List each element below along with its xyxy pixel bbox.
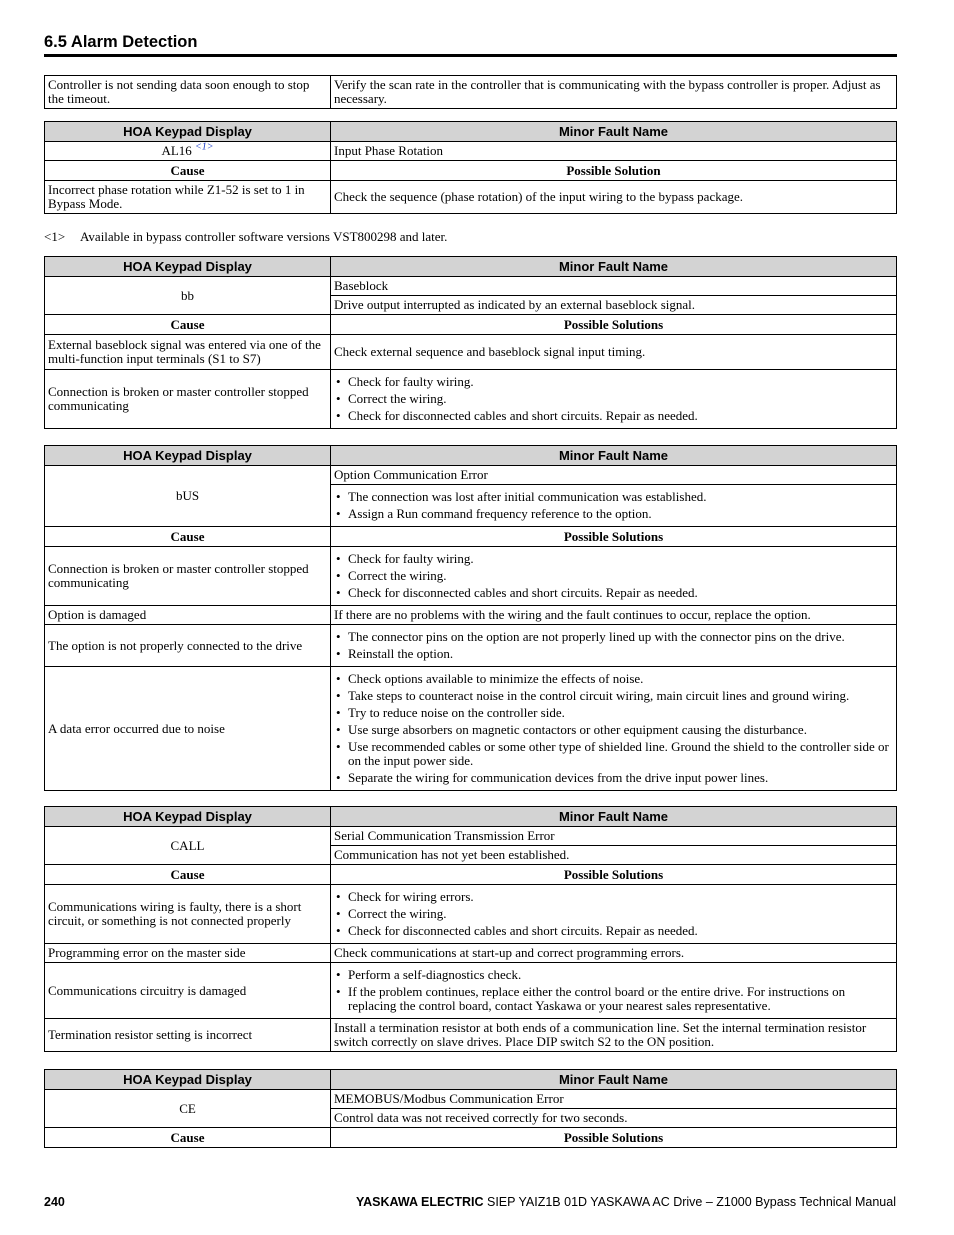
table-row bbox=[45, 1019, 897, 1052]
minor-fault-header: Minor Fault Name bbox=[331, 807, 897, 827]
list-item: • Check options available to minimize the effects of noise. bbox=[334, 672, 893, 686]
hoa-header: HOA Keypad Display bbox=[45, 1070, 331, 1090]
solution-header: Possible Solutions bbox=[331, 865, 897, 885]
footnote-ref-link[interactable]: <1> bbox=[195, 141, 214, 153]
list-item: • Correct the wiring. bbox=[334, 569, 893, 583]
solution-list bbox=[334, 968, 893, 1013]
cause-header: Cause bbox=[45, 161, 331, 181]
cause-cell: Termination resistor setting is incorrect bbox=[45, 1019, 331, 1052]
hoa-header: HOA Keypad Display bbox=[45, 122, 331, 142]
cause-header-row bbox=[45, 527, 897, 547]
cause-cell: External baseblock signal was entered via one of the multi-function input terminals (S1 to S7) bbox=[45, 335, 331, 370]
solution-cell: Install a termination resistor at both ends of a communication line. Set the internal termination resistor switch correctly on slave drives. Place DIP switch S2 to the ON position. bbox=[331, 1019, 897, 1052]
cause-cell: Connection is broken or master controller stopped communicating bbox=[45, 547, 331, 606]
cause-cell: Communications circuitry is damaged bbox=[45, 963, 331, 1019]
list-item: • Assign a Run command frequency reference to the option. bbox=[334, 507, 893, 521]
footer-title: SIEP YAIZ1B 01D YASKAWA AC Drive – Z1000 Bypass Technical Manual bbox=[483, 1195, 896, 1209]
section-title: 6.5 Alarm Detection bbox=[44, 33, 198, 51]
table-bb bbox=[44, 256, 897, 429]
table-ce bbox=[44, 1069, 897, 1148]
table-row bbox=[45, 885, 897, 944]
cause-header-row bbox=[45, 865, 897, 885]
table-row bbox=[45, 181, 897, 214]
list-item: • Check for wiring errors. bbox=[334, 890, 893, 904]
header-row bbox=[45, 257, 897, 277]
solution-cell bbox=[331, 370, 897, 429]
list-item: • Take steps to counteract noise in the control circuit wiring, main circuit lines and ground wiring. bbox=[334, 689, 893, 703]
solution-header: Possible Solutions bbox=[331, 527, 897, 547]
list-item: • Correct the wiring. bbox=[334, 907, 893, 921]
table-row bbox=[45, 466, 897, 485]
list-item: • Use surge absorbers on magnetic contactors or other equipment causing the disturbance. bbox=[334, 723, 893, 737]
table-row bbox=[45, 667, 897, 791]
cause-cell: A data error occurred due to noise bbox=[45, 667, 331, 791]
list-item: • If the problem continues, replace either the control board or the entire drive. For instructions on replacing the control board, contact Yaskawa or your nearest sales representative. bbox=[334, 985, 893, 1013]
fault-desc-cell bbox=[331, 485, 897, 527]
hoa-header: HOA Keypad Display bbox=[45, 446, 331, 466]
table-al16 bbox=[44, 121, 897, 214]
cause-header: Cause bbox=[45, 865, 331, 885]
cause-header: Cause bbox=[45, 315, 331, 335]
list-item: • Check for faulty wiring. bbox=[334, 552, 893, 566]
cause-header-row bbox=[45, 161, 897, 181]
cause-cell: The option is not properly connected to the drive bbox=[45, 625, 331, 667]
list-item: • The connector pins on the option are not properly lined up with the connector pins on the drive. bbox=[334, 630, 893, 644]
fault-code: bb bbox=[45, 277, 331, 315]
fault-code: bUS bbox=[45, 466, 331, 527]
table-carryover bbox=[44, 75, 897, 109]
table-row bbox=[45, 963, 897, 1019]
solution-cell: Check external sequence and baseblock signal input timing. bbox=[331, 335, 897, 370]
solution-header: Possible Solutions bbox=[331, 315, 897, 335]
list-item: • Use recommended cables or some other type of shielded line. Ground the shield to the controller side or on the input power side. bbox=[334, 740, 893, 768]
hoa-header: HOA Keypad Display bbox=[45, 257, 331, 277]
solution-cell bbox=[331, 625, 897, 667]
minor-fault-header: Minor Fault Name bbox=[331, 122, 897, 142]
table-row bbox=[45, 142, 897, 161]
cause-header: Cause bbox=[45, 1128, 331, 1148]
fault-name-cell: Option Communication Error bbox=[331, 466, 897, 485]
cause-cell: Programming error on the master side bbox=[45, 944, 331, 963]
fault-desc-cell: Control data was not received correctly for two seconds. bbox=[331, 1109, 897, 1128]
minor-fault-header: Minor Fault Name bbox=[331, 257, 897, 277]
solution-cell bbox=[331, 667, 897, 791]
fault-code: CALL bbox=[45, 827, 331, 865]
table-row bbox=[45, 76, 897, 109]
table-row bbox=[45, 625, 897, 667]
solution-list bbox=[334, 890, 893, 938]
solution-cell: If there are no problems with the wiring and the fault continues to occur, replace the option. bbox=[331, 606, 897, 625]
fault-desc-cell: Communication has not yet been established. bbox=[331, 846, 897, 865]
list-item: • Separate the wiring for communication devices from the drive input power lines. bbox=[334, 771, 893, 785]
solution-cell: Check the sequence (phase rotation) of the input wiring to the bypass package. bbox=[331, 181, 897, 214]
footer-brand: YASKAWA ELECTRIC bbox=[355, 1195, 484, 1209]
minor-fault-header: Minor Fault Name bbox=[331, 446, 897, 466]
footer-text bbox=[356, 1195, 896, 1209]
fault-name-cell: Input Phase Rotation bbox=[331, 142, 897, 161]
cause-header: Cause bbox=[45, 527, 331, 547]
table-row bbox=[45, 606, 897, 625]
solution-header: Possible Solutions bbox=[331, 1128, 897, 1148]
solution-list bbox=[334, 375, 893, 423]
fault-name-cell: MEMOBUS/Modbus Communication Error bbox=[331, 1090, 897, 1109]
fault-name-cell: Baseblock bbox=[331, 277, 897, 296]
header-row bbox=[45, 122, 897, 142]
table-call bbox=[44, 806, 897, 1052]
list-item: • Check for disconnected cables and short circuits. Repair as needed. bbox=[334, 924, 893, 938]
desc-list bbox=[334, 490, 893, 521]
table-row bbox=[45, 827, 897, 846]
solution-list bbox=[334, 552, 893, 600]
table-row bbox=[45, 335, 897, 370]
solution-list bbox=[334, 672, 893, 785]
hoa-header: HOA Keypad Display bbox=[45, 807, 331, 827]
solution-cell: Verify the scan rate in the controller that is communicating with the bypass controller is proper. Adjust as necessary. bbox=[331, 76, 897, 109]
cause-header-row bbox=[45, 1128, 897, 1148]
page-number: 240 bbox=[44, 1195, 65, 1209]
solution-list bbox=[334, 630, 893, 661]
fault-desc-cell: Drive output interrupted as indicated by an external baseblock signal. bbox=[331, 296, 897, 315]
fault-code-cell bbox=[45, 142, 331, 161]
list-item: • Correct the wiring. bbox=[334, 392, 893, 406]
list-item: • Check for disconnected cables and short circuits. Repair as needed. bbox=[334, 586, 893, 600]
header-row bbox=[45, 1070, 897, 1090]
list-item: • Check for disconnected cables and short circuits. Repair as needed. bbox=[334, 409, 893, 423]
solution-cell bbox=[331, 885, 897, 944]
list-item: • The connection was lost after initial communication was established. bbox=[334, 490, 893, 504]
footnote-text: Available in bypass controller software versions VST800298 and later. bbox=[80, 229, 448, 244]
cause-cell: Controller is not sending data soon enough to stop the timeout. bbox=[45, 76, 331, 109]
table-row bbox=[45, 370, 897, 429]
table-row bbox=[45, 277, 897, 296]
cause-cell: Connection is broken or master controller stopped communicating bbox=[45, 370, 331, 429]
list-item: • Perform a self-diagnostics check. bbox=[334, 968, 893, 982]
list-item: • Reinstall the option. bbox=[334, 647, 893, 661]
header-row bbox=[45, 446, 897, 466]
footnote bbox=[44, 229, 447, 245]
solution-header: Possible Solution bbox=[331, 161, 897, 181]
cause-header-row bbox=[45, 315, 897, 335]
table-row bbox=[45, 547, 897, 606]
cause-cell: Incorrect phase rotation while Z1-52 is set to 1 in Bypass Mode. bbox=[45, 181, 331, 214]
fault-code: CE bbox=[45, 1090, 331, 1128]
header-rule bbox=[44, 54, 897, 57]
list-item: • Try to reduce noise on the controller side. bbox=[334, 706, 893, 720]
cause-cell: Communications wiring is faulty, there is a short circuit, or something is not connected properly bbox=[45, 885, 331, 944]
list-item: • Check for faulty wiring. bbox=[334, 375, 893, 389]
header-row bbox=[45, 807, 897, 827]
table-bus bbox=[44, 445, 897, 791]
fault-name-cell: Serial Communication Transmission Error bbox=[331, 827, 897, 846]
fault-code: AL16 bbox=[161, 143, 192, 158]
minor-fault-header: Minor Fault Name bbox=[331, 1070, 897, 1090]
solution-cell bbox=[331, 963, 897, 1019]
solution-cell: Check communications at start-up and correct programming errors. bbox=[331, 944, 897, 963]
cause-cell: Option is damaged bbox=[45, 606, 331, 625]
table-row bbox=[45, 944, 897, 963]
footnote-marker: <1> bbox=[44, 229, 66, 244]
solution-cell bbox=[331, 547, 897, 606]
table-row bbox=[45, 1090, 897, 1109]
